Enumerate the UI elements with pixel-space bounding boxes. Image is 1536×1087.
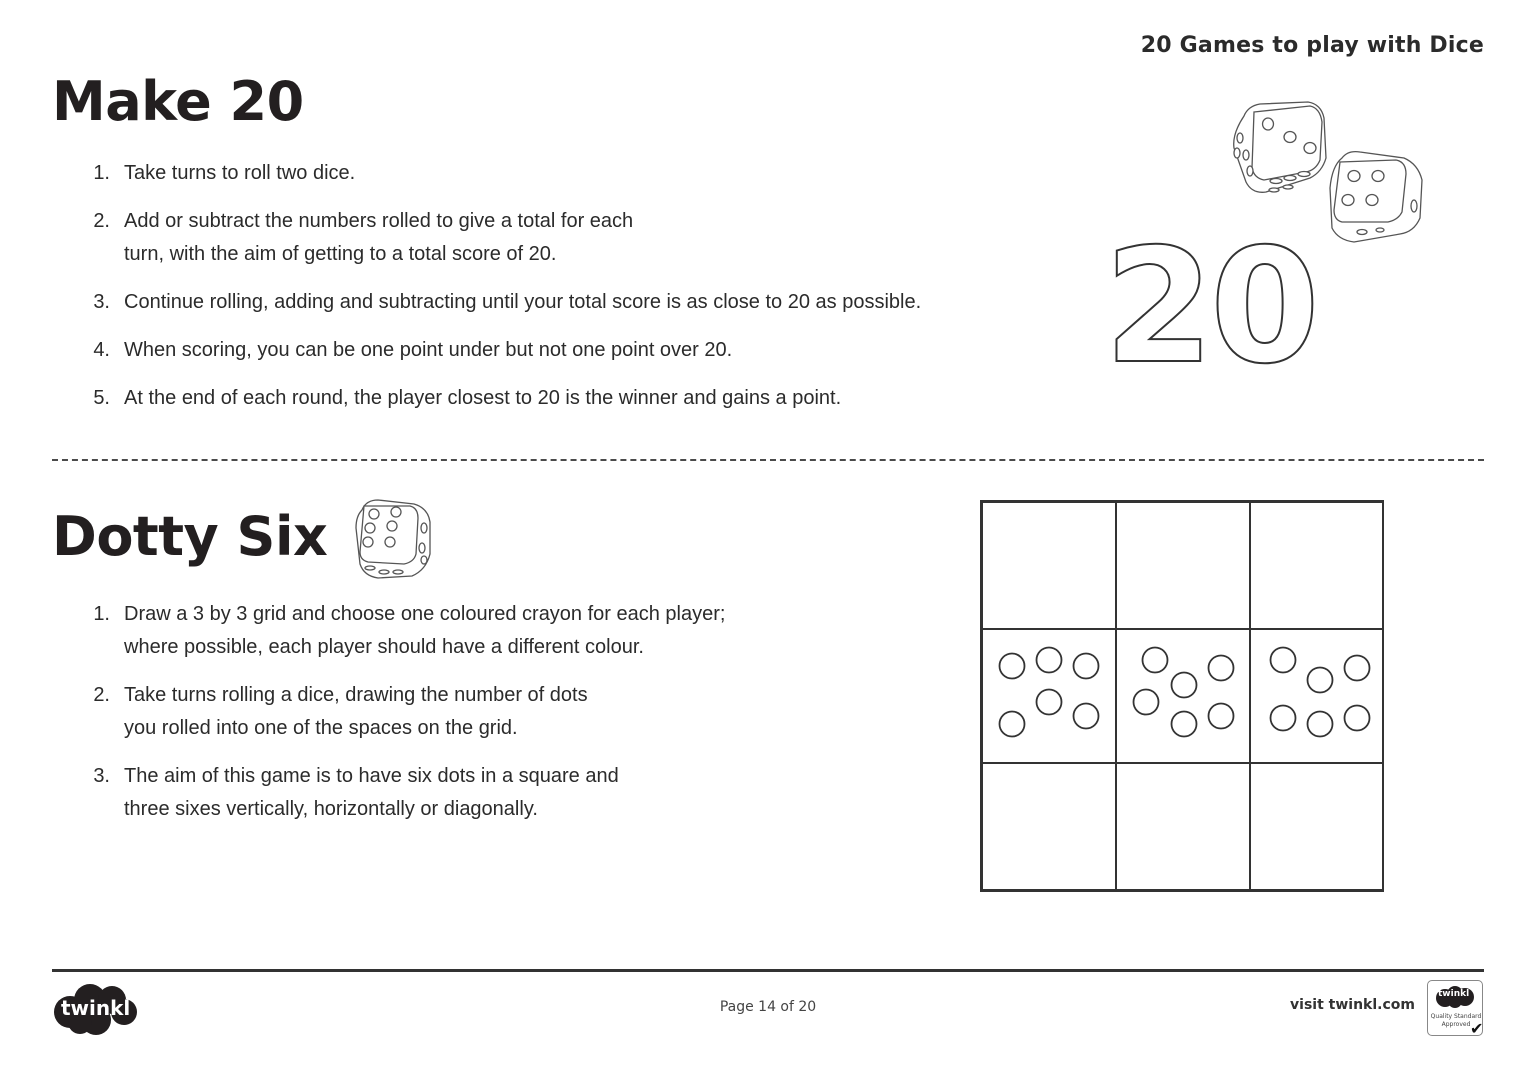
step-text: Continue rolling, adding and subtracting until your total score is as close to 20 as possible. — [124, 291, 922, 313]
footer-rule — [52, 969, 1484, 972]
step-number: 1. — [93, 162, 110, 184]
step-item — [90, 157, 1090, 190]
step-text: Take turns rolling a dice, drawing the number of dots — [124, 684, 588, 706]
step-number: 2. — [93, 684, 110, 706]
six-dots-icon — [1251, 630, 1383, 758]
checkmark-icon: ✔ — [1470, 1019, 1484, 1038]
page-number: Page 14 of 20 — [719, 999, 817, 1015]
dice-icon — [352, 498, 434, 580]
step-text: three sixes vertically, horizontally or diagonally. — [124, 798, 538, 820]
badge-line2: Approved — [1441, 1021, 1471, 1028]
step-text: The aim of this game is to have six dots in a square and — [124, 765, 619, 787]
step-text: Add or subtract the numbers rolled to give a total for each — [124, 210, 634, 232]
step-item — [90, 760, 870, 826]
outlined-number-20: 20 — [1104, 215, 1316, 399]
step-text: At the end of each round, the player closest to 20 is the winner and gains a point. — [124, 387, 842, 409]
twinkl-logo-text: twinkl — [61, 996, 131, 1020]
step-item — [90, 286, 1090, 319]
grid-cell — [1116, 502, 1250, 629]
step-item — [90, 598, 870, 664]
step-text: When scoring, you can be one point under but not one point over 20. — [124, 339, 733, 361]
step-text: you rolled into one of the spaces on the grid. — [124, 717, 518, 739]
grid-cell — [1250, 763, 1384, 890]
make-20-heading: Make 20 — [52, 70, 304, 133]
step-number: 2. — [93, 210, 110, 232]
dotty-six-heading: Dotty Six — [52, 505, 328, 568]
step-number: 5. — [93, 387, 110, 409]
grid-cell — [982, 763, 1116, 890]
badge-line1: Quality Standard — [1430, 1013, 1482, 1020]
grid-cell — [1250, 502, 1384, 629]
example-3x3-grid — [980, 500, 1384, 892]
dice-icon — [1326, 148, 1426, 246]
grid-cell — [982, 502, 1116, 629]
dotty-six-steps — [90, 598, 870, 841]
step-item — [90, 205, 1090, 271]
step-number: 3. — [93, 291, 110, 313]
step-text: Draw a 3 by 3 grid and choose one coloured crayon for each player; — [124, 603, 726, 625]
section-divider — [52, 459, 1484, 461]
step-item — [90, 382, 1090, 415]
make-20-steps — [90, 157, 1090, 430]
document-series-title: 20 Games to play with Dice — [1140, 33, 1484, 58]
badge-brand-text: twinkl — [1438, 989, 1470, 999]
six-dots-icon — [983, 630, 1115, 758]
dice-icon — [1226, 98, 1331, 198]
step-number: 1. — [93, 603, 110, 625]
visit-website-link[interactable]: visit twinkl.com — [1290, 997, 1415, 1013]
step-item — [90, 334, 1090, 367]
grid-cell — [1116, 629, 1250, 763]
six-dots-icon — [1117, 630, 1249, 758]
step-number: 3. — [93, 765, 110, 787]
step-number: 4. — [93, 339, 110, 361]
step-item — [90, 679, 870, 745]
step-text: Take turns to roll two dice. — [124, 162, 356, 184]
grid-cell — [1116, 763, 1250, 890]
grid-cell — [1250, 629, 1384, 763]
step-text: turn, with the aim of getting to a total score of 20. — [124, 243, 557, 265]
quality-standard-badge — [1427, 980, 1483, 1036]
step-text: where possible, each player should have a different colour. — [124, 636, 644, 658]
grid-cell — [982, 629, 1116, 763]
